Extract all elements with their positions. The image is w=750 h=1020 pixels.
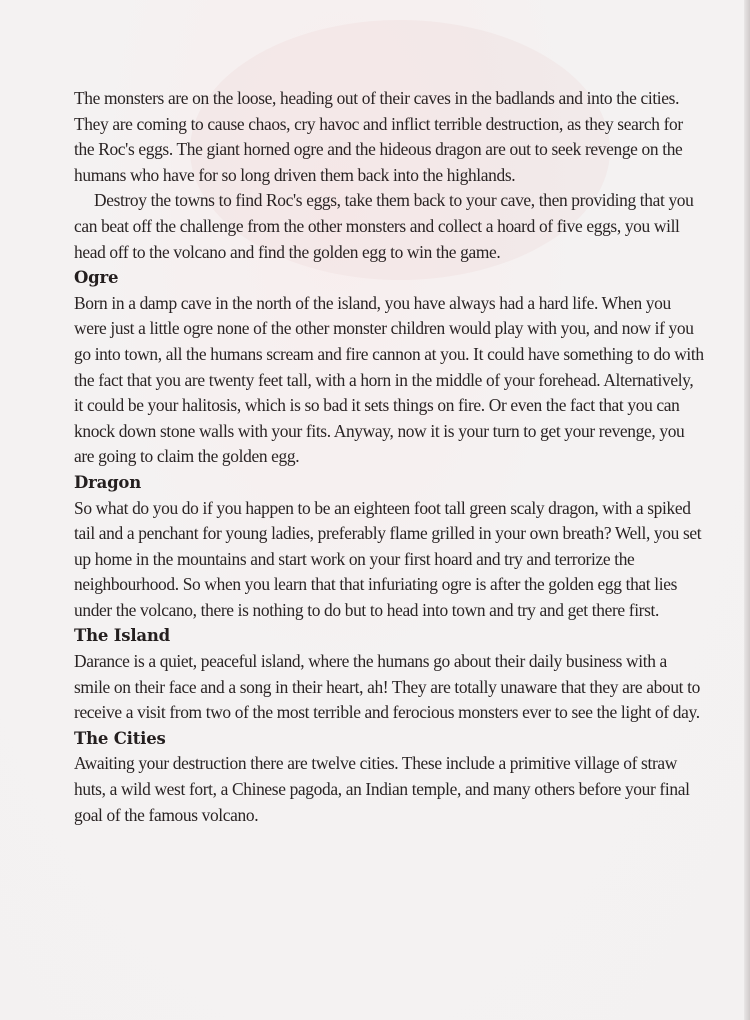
section-body-island: Darance is a quiet, peaceful island, where the humans go about their daily business with a smile on their face and a song in their heart, ah! They are totally unaware that they are about to receive a visit from two of the most terrible and ferocious monsters ever to see the light of day. <box>74 651 700 723</box>
page-edge <box>744 0 750 1020</box>
section-heading-ogre: Ogre <box>74 268 119 288</box>
section-body-dragon: So what do you do if you happen to be an eighteen foot tall green scaly dragon, with a spiked tail and a penchant for young ladies, preferably flame grilled in your own breath? Well, you set up home in the mountains and start work on your first hoard and try and terrorize the neighbourhood. So when you learn that that infuriating ogre is after the golden egg that lies under the volcano, there is nothing to do but to head into town and try and get there first. <box>74 497 702 620</box>
intro-paragraph: The monsters are on the loose, heading out of their caves in the badlands and into the cities. They are coming to cause chaos, cry havoc and inflict terrible destruction, as they search for the Roc's eggs. The giant horned ogre and the hideous dragon are out to seek revenge on the humans who have for so long driven them back into the highlands. <box>74 88 683 185</box>
section-heading-cities: The Cities <box>74 728 166 748</box>
section-heading-island: The Island <box>74 626 171 646</box>
manual-text <box>74 86 704 828</box>
section-heading-dragon: Dragon <box>74 472 142 492</box>
section-body-cities: Awaiting your destruction there are twelve cities. These include a primitive village of straw huts, a wild west fort, a Chinese pagoda, an Indian temple, and many others before your final goal of the famous volcano. <box>74 753 690 825</box>
section-body-ogre: Born in a damp cave in the north of the island, you have always had a hard life. When you were just a little ogre none of the other monster children would play with you, and now if you go into town, all the humans scream and fire cannon at you. It could have something to do with the fact that you are twenty feet tall, with a horn in the middle of your forehead. Alternatively, it could be your halitosis, which is so bad it sets things on fire. Or even the fact that you can knock down stone walls with your fits. Anyway, now it is your turn to get your revenge, you are going to claim the golden egg. <box>74 292 704 467</box>
intro-paragraph-2: Destroy the towns to find Roc's eggs, take them back to your cave, then providing that you can beat off the challenge from the other monsters and collect a hoard of five eggs, you will head off to the volcano and find the golden egg to win the game. <box>74 190 694 262</box>
